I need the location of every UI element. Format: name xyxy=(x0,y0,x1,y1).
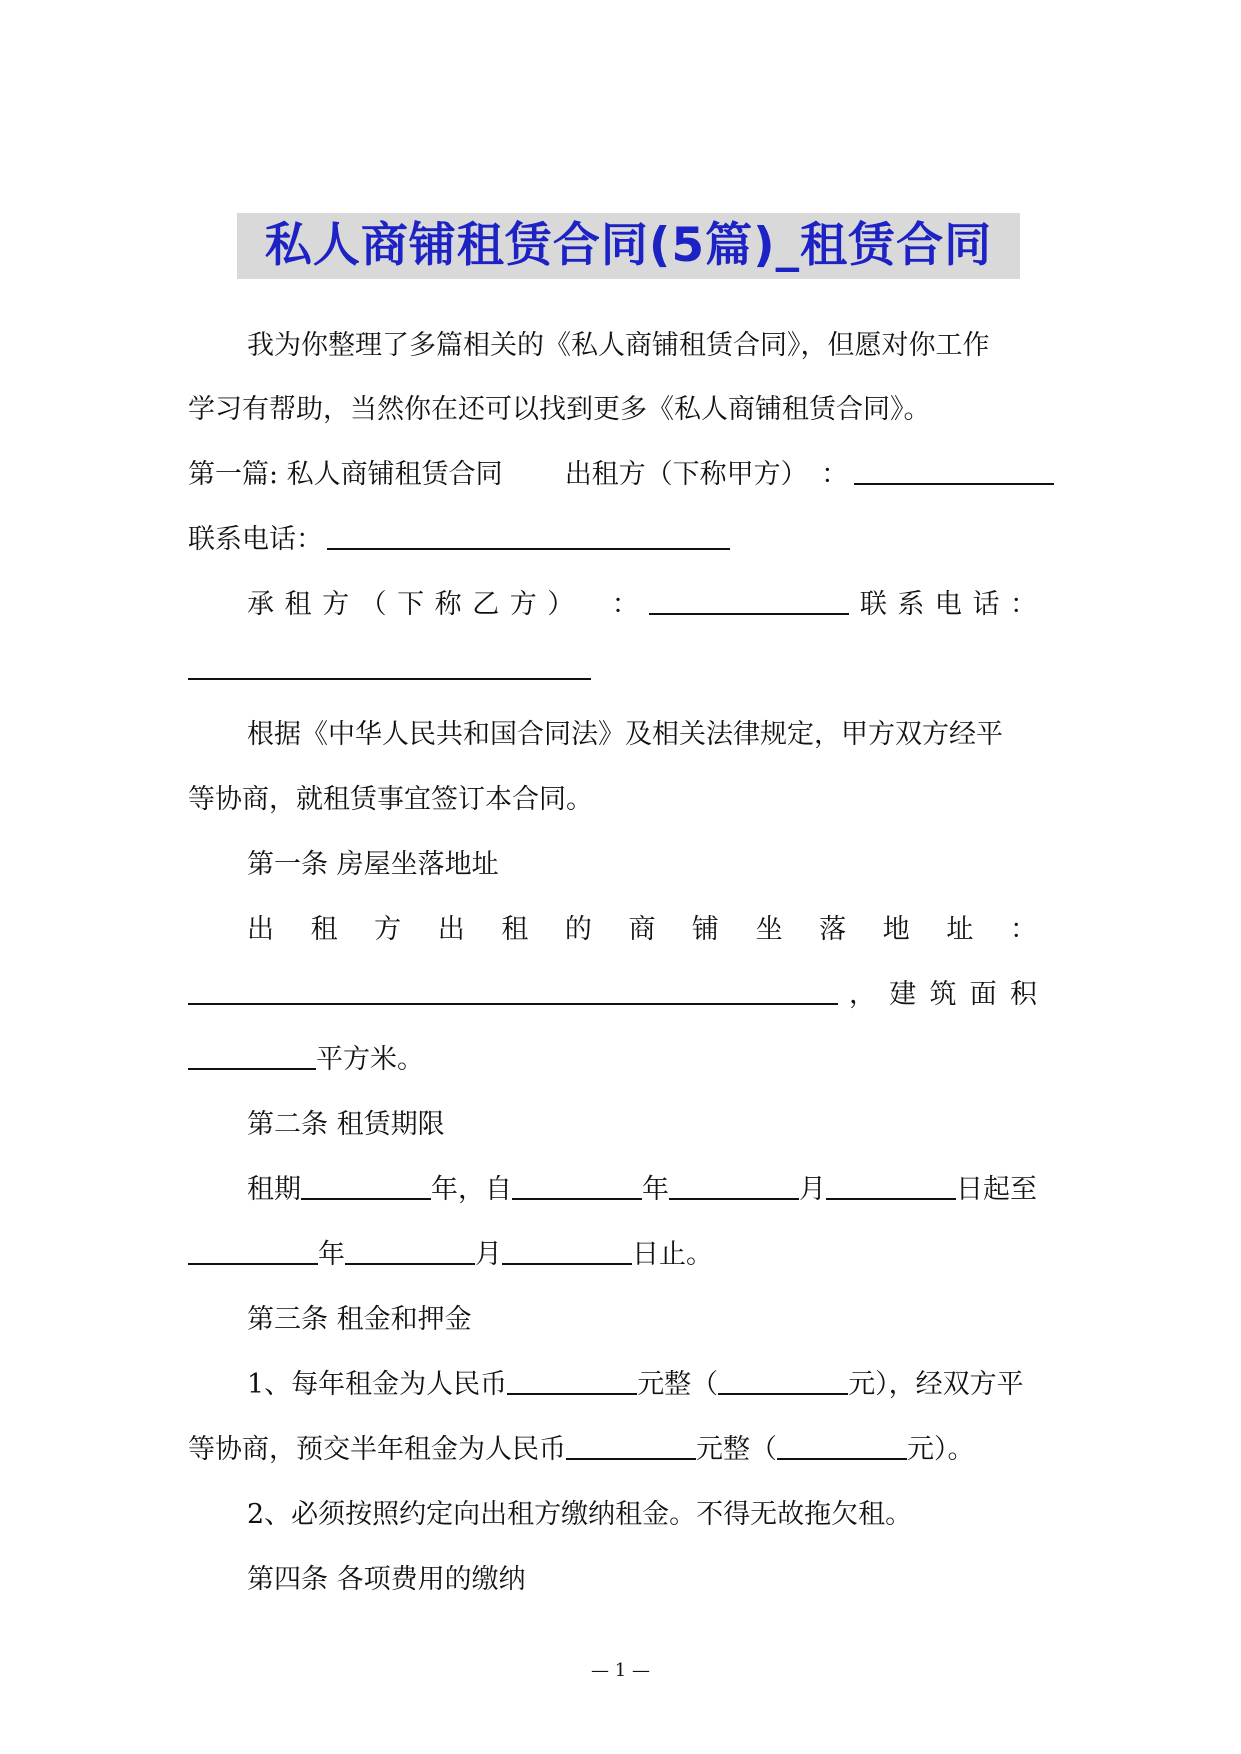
lessor-label: 出租方（下称甲方） ： xyxy=(564,459,849,490)
article1-char: 出 xyxy=(247,914,274,945)
article1-char: 址 xyxy=(946,914,974,945)
article3-item1-line2 xyxy=(188,1430,975,1470)
area-char: 积 xyxy=(1010,979,1037,1010)
lessee-blank xyxy=(649,585,849,615)
article1-heading: 第一条 房屋坐落地址 xyxy=(247,849,499,880)
area-char: ， xyxy=(849,979,876,1010)
yuan-label-2: 元整（ xyxy=(696,1434,777,1465)
lease-years-blank xyxy=(301,1170,431,1200)
basis-line-2: 等协商，就租赁事宜签订本合同。 xyxy=(188,784,593,815)
end-day-label: 日止。 xyxy=(632,1239,713,1270)
intro-line-1: 我为你整理了多篇相关的《私人商铺租赁合同》，但愿对你工作 xyxy=(247,330,990,361)
start-year-blank xyxy=(512,1170,642,1200)
lessee-char: ： xyxy=(584,589,639,620)
annual-rent-number-blank xyxy=(718,1365,848,1395)
lessee-char: 下 xyxy=(397,589,425,620)
lessee-char: ） xyxy=(547,589,575,620)
chapter1-heading-row xyxy=(188,455,1054,495)
area-char: 建 xyxy=(889,979,917,1010)
yuan-close-label: 元），经双方平 xyxy=(848,1369,1024,1400)
lessee-char: 系 xyxy=(897,589,925,620)
from-label: 年，自 xyxy=(431,1174,512,1205)
chapter1-heading: 第一篇: 私人商铺租赁合同 xyxy=(188,459,503,490)
article1-char: 的 xyxy=(564,914,592,945)
address-blank xyxy=(188,975,838,1005)
lessee-char: 电 xyxy=(934,589,962,620)
document-title: 私人商铺租赁合同(5篇)_租赁合同 xyxy=(264,218,993,273)
article1-char: 落 xyxy=(819,914,847,945)
article3-item2: 2、必须按照约定向出租方缴纳租金。不得无故拖欠租。 xyxy=(247,1499,913,1530)
article1-char: 地 xyxy=(882,914,910,945)
article1-char: 方 xyxy=(374,914,402,945)
article3-item1-line1 xyxy=(247,1365,1024,1405)
lessee-char: 承 xyxy=(247,589,274,620)
start-month-blank xyxy=(669,1170,799,1200)
area-blank xyxy=(188,1040,316,1070)
article1-address-line2 xyxy=(188,975,1037,1015)
lessee-row xyxy=(247,585,1037,625)
end-month-label: 月 xyxy=(475,1239,502,1270)
lessee-char: 租 xyxy=(284,589,312,620)
lessee-phone-blank xyxy=(188,650,591,680)
yuan-label: 元整（ xyxy=(637,1369,719,1400)
lessor-phone-row xyxy=(188,520,730,560)
lessee-char: 话 xyxy=(972,589,1000,620)
start-day-blank xyxy=(826,1170,956,1200)
annual-rent-label: 1、每年租金为人民币 xyxy=(247,1369,508,1400)
lessee-phone-row xyxy=(188,650,591,690)
article2-line-2 xyxy=(188,1235,713,1275)
lessor-phone-blank xyxy=(327,520,730,550)
lessor-blank xyxy=(854,455,1054,485)
lessee-char: （ xyxy=(359,589,387,620)
article3-heading: 第三条 租金和押金 xyxy=(247,1304,472,1335)
article2-heading: 第二条 租赁期限 xyxy=(247,1109,445,1140)
end-day-blank xyxy=(502,1235,632,1265)
article1-char: 出 xyxy=(437,914,465,945)
end-month-blank xyxy=(345,1235,475,1265)
month-label: 月 xyxy=(799,1174,826,1205)
basis-line-1: 根据《中华人民共和国合同法》及相关法律规定，甲方双方经平 xyxy=(247,719,1003,750)
half-rent-words-blank xyxy=(566,1430,696,1460)
article1-char: 坐 xyxy=(755,914,783,945)
end-year-label: 年 xyxy=(318,1239,345,1270)
page-number: — 1 — xyxy=(591,1660,650,1681)
article1-address-row xyxy=(247,910,1037,950)
end-year-blank xyxy=(188,1235,318,1265)
article1-char: 租 xyxy=(310,914,338,945)
article2-line-1 xyxy=(247,1170,1037,1210)
area-char: 筑 xyxy=(929,979,957,1010)
lessor-phone-label: 联系电话： xyxy=(188,524,323,555)
annual-rent-words-blank xyxy=(507,1365,637,1395)
article1-char: 铺 xyxy=(692,914,720,945)
lessee-char: 称 xyxy=(434,589,462,620)
article1-area-row xyxy=(188,1040,424,1080)
article4-heading: 第四条 各项费用的缴纳 xyxy=(247,1564,526,1595)
yuan-close-label-2: 元）。 xyxy=(907,1434,975,1465)
article1-char: ： xyxy=(1009,914,1037,945)
day-start-label: 日起至 xyxy=(956,1174,1037,1205)
intro-line-2: 学习有帮助，当然你在还可以找到更多《私人商铺租赁合同》。 xyxy=(188,394,931,425)
lessee-char: 方 xyxy=(322,589,350,620)
lessee-char: 方 xyxy=(509,589,537,620)
half-year-rent-label: 等协商，预交半年租金为人民币 xyxy=(188,1434,566,1465)
lessee-char: 乙 xyxy=(472,589,500,620)
year-label: 年 xyxy=(642,1174,669,1205)
lease-term-label: 租期 xyxy=(247,1174,301,1205)
area-label xyxy=(849,975,1037,1015)
lessee-char: ： xyxy=(1009,589,1037,620)
half-rent-number-blank xyxy=(777,1430,907,1460)
lessee-char: 联 xyxy=(859,589,887,620)
article1-char: 租 xyxy=(501,914,529,945)
article1-char: 商 xyxy=(628,914,656,945)
area-unit: 平方米。 xyxy=(316,1044,424,1075)
area-char: 面 xyxy=(969,979,997,1010)
